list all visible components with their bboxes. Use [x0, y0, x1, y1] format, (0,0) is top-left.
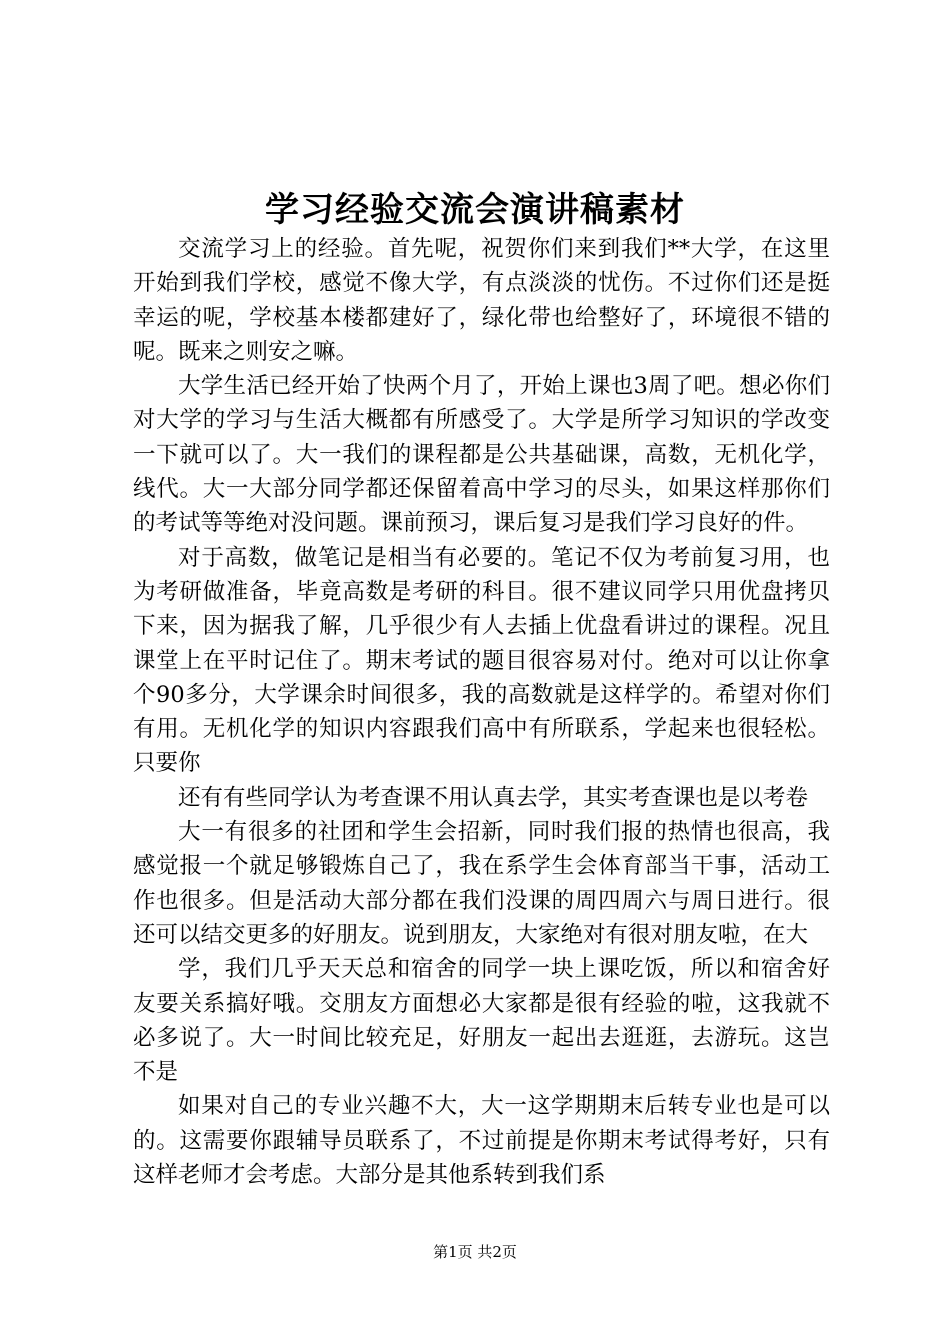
paragraph: 对于高数，做笔记是相当有必要的。笔记不仅为考前复习用，也为考研做准备，毕竟高数是考研的科目。很不建议同学只用优盘拷贝下来，因为据我了解，几乎很少有人去插上优盘看讲过的课程。况且课堂上在平时记住了。期末考试的题目很容易对付。绝对可以让你拿个90多分，大学课余时间很多，我的高数就是这样学的。希望对你们有用。无机化学的知识内容跟我们高中有所联系，学起来也很轻松。只要你	[133, 544, 830, 777]
paragraph: 还有有些同学认为考查课不用认真去学，其实考查课也是以考卷	[178, 784, 809, 811]
document-body	[133, 232, 830, 1192]
paragraph: 大一有很多的社团和学生会招新，同时我们报的热情也很高，我感觉报一个就足够锻炼自己了，我在系学生会体育部当干事，活动工作也很多。但是活动大部分都在我们没课的周四周六与周日进行。很还可以结交更多的好朋友。说到朋友，大家绝对有很对朋友啦，在大	[133, 819, 830, 948]
document-title: 学习经验交流会演讲稿素材	[265, 190, 685, 230]
paragraph: 大学生活已经开始了快两个月了，开始上课也3周了吧。想必你们对大学的学习与生活大概都有所感受了。大学是所学习知识的学改变一下就可以了。大一我们的课程都是公共基础课，高数，无机化学，线代。大一大部分同学都还保留着高中学习的尽头，如果这样那你们的考试等等绝对没问题。课前预习，课后复习是我们学习良好的件。	[133, 373, 830, 537]
page-number-footer: 第1页 共2页	[433, 1243, 517, 1261]
paragraph: 学，我们几乎天天总和宿舍的同学一块上课吃饭，所以和宿舍好友要关系搞好哦。交朋友方面想必大家都是很有经验的啦，这我就不必多说了。大一时间比较充足，好朋友一起出去逛逛，去游玩。这岂不是	[133, 956, 830, 1086]
paragraph: 交流学习上的经验。首先呢，祝贺你们来到我们**大学，在这里开始到我们学校，感觉不像大学，有点淡淡的忧伤。不过你们还是挺幸运的呢，学校基本楼都建好了，绿化带也给整好了，环境很不错的呢。既来之则安之嘛。	[133, 236, 830, 365]
paragraph: 如果对自己的专业兴趣不大，大一这学期期末后转专业也是可以的。这需要你跟辅导员联系了，不过前提是你期末考试得考好，只有这样老师才会考虑。大部分是其他系转到我们系	[133, 1093, 830, 1189]
